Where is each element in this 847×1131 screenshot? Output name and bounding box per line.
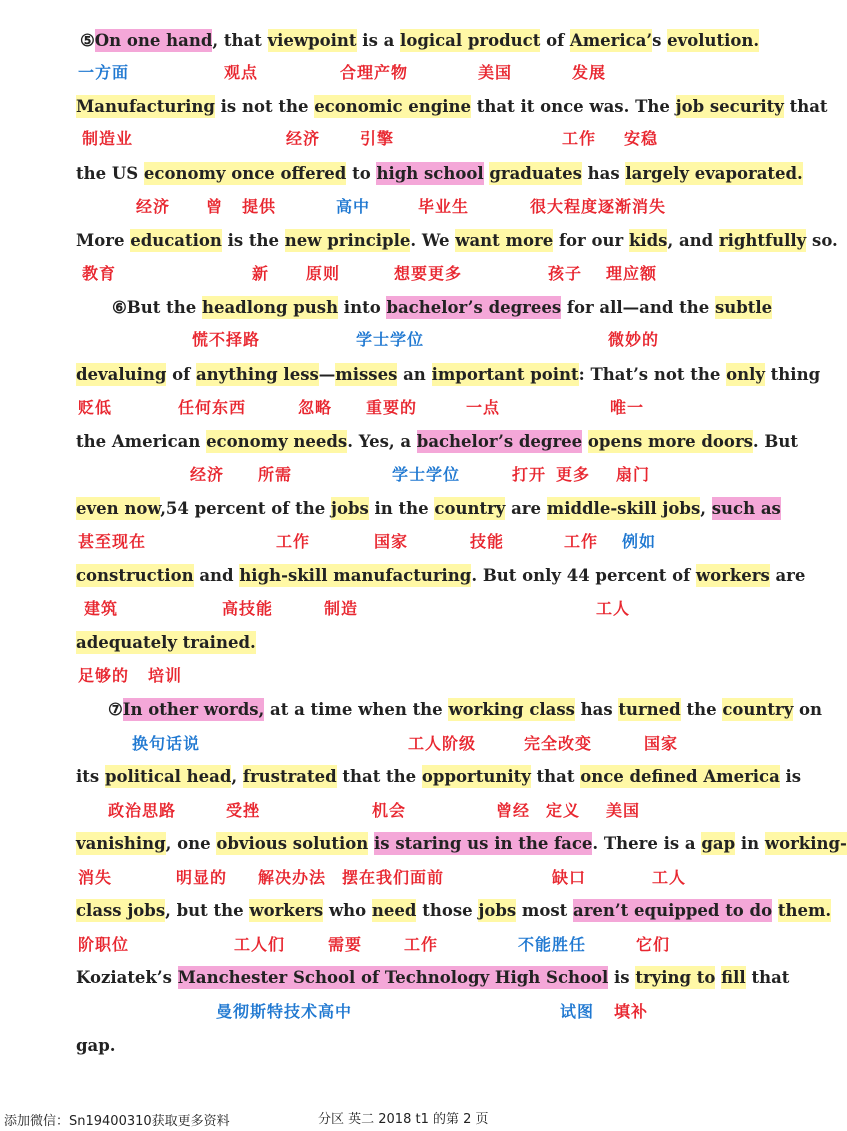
annotation-row: [0, 263, 800, 285]
handwritten-translation: 所需: [258, 465, 293, 484]
text-run: of: [166, 365, 196, 384]
text-run: into: [338, 298, 387, 317]
handwritten-translation: 扇门: [616, 465, 651, 484]
handwritten-translation: 新: [252, 264, 270, 283]
text-run: is the: [221, 231, 285, 250]
annotation-row: [0, 531, 800, 553]
highlighted-phrase: country: [722, 700, 794, 719]
handwritten-translation: 它们: [636, 935, 671, 954]
annotation-row: [0, 665, 800, 687]
handwritten-translation: 一方面: [78, 63, 130, 82]
highlighted-phrase: rightfully: [718, 231, 807, 250]
highlighted-phrase: such as: [711, 499, 781, 518]
handwritten-translation: 制造: [324, 599, 359, 618]
text-run: s: [652, 31, 668, 50]
handwritten-translation: 发展: [572, 63, 607, 82]
text-run: . But: [752, 432, 798, 451]
handwritten-translation: 教育: [82, 264, 117, 283]
handwritten-translation: 政治思路: [108, 801, 177, 820]
passage-line: [76, 561, 805, 591]
highlighted-phrase: viewpoint: [267, 31, 357, 50]
text-run: in the: [368, 499, 435, 518]
handwritten-translation: 摆在我们面前: [342, 868, 445, 887]
text-run: , and: [667, 231, 719, 250]
text-run: ⑦: [108, 700, 123, 719]
text-run: . But only 44 percent of: [471, 566, 696, 585]
highlighted-phrase: adequately trained.: [76, 633, 256, 652]
passage-line: [76, 829, 847, 859]
passage-line: [112, 293, 772, 323]
handwritten-translation: 安稳: [624, 129, 659, 148]
handwritten-translation: 制造业: [82, 129, 134, 148]
handwritten-translation: 甚至现在: [78, 532, 147, 551]
handwritten-translation: 学士学位: [392, 465, 461, 484]
highlighted-phrase: jobs: [478, 901, 517, 920]
highlighted-phrase: Manchester School of Technology High School: [177, 968, 609, 987]
text-run: is a: [356, 31, 401, 50]
handwritten-translation: 原则: [306, 264, 341, 283]
highlighted-phrase: graduates: [489, 164, 582, 183]
highlighted-phrase: high-skill manufacturing: [239, 566, 472, 585]
highlighted-phrase: economic engine: [314, 97, 472, 116]
highlighted-phrase: economy once offered: [143, 164, 347, 183]
handwritten-translation: 很大程度逐渐消失: [530, 197, 667, 216]
text-run: that it once was. The: [471, 97, 676, 116]
handwritten-translation: 定义: [546, 801, 581, 820]
text-run: the US: [76, 164, 144, 183]
handwritten-translation: 美国: [478, 63, 513, 82]
highlighted-phrase: once defined America: [580, 767, 780, 786]
highlighted-phrase: Manufacturing: [76, 97, 215, 116]
handwritten-translation: 缺口: [552, 868, 587, 887]
annotation-row: [0, 329, 800, 351]
highlighted-phrase: jobs: [330, 499, 369, 518]
handwritten-translation: 唯一: [610, 398, 645, 417]
highlighted-phrase: turned: [618, 700, 681, 719]
text-run: , that: [212, 31, 268, 50]
text-run: thing: [764, 365, 821, 384]
text-run: that: [530, 767, 581, 786]
handwritten-translation: 孩子: [548, 264, 583, 283]
handwritten-translation: 忽略: [298, 398, 333, 417]
highlighted-phrase: anything less: [195, 365, 319, 384]
highlighted-phrase: opportunity: [421, 767, 531, 786]
handwritten-translation: 机会: [372, 801, 407, 820]
handwritten-translation: 消失: [78, 868, 113, 887]
text-run: so.: [806, 231, 838, 250]
footer-wechat-note: 添加微信：Sn19400310获取更多资料: [4, 1114, 230, 1129]
text-run: , but the: [165, 901, 250, 920]
highlighted-phrase: class jobs: [76, 901, 166, 920]
handwritten-translation: 微妙的: [608, 330, 660, 349]
highlighted-phrase: new principle: [284, 231, 411, 250]
text-run: those: [416, 901, 479, 920]
highlighted-phrase: working-: [764, 834, 847, 853]
text-run: in: [735, 834, 765, 853]
text-run: are: [505, 499, 547, 518]
handwritten-translation: 受挫: [226, 801, 261, 820]
highlighted-phrase: high school: [376, 164, 484, 183]
handwritten-translation: 观点: [224, 63, 259, 82]
passage-line: [76, 963, 789, 993]
passage-line: [76, 494, 781, 524]
handwritten-translation: 高中: [336, 197, 371, 216]
handwritten-translation: 经济: [136, 197, 171, 216]
handwritten-translation: 需要: [328, 935, 363, 954]
handwritten-translation: 美国: [606, 801, 641, 820]
handwritten-translation: 工人: [652, 868, 687, 887]
highlighted-phrase: fill: [721, 968, 746, 987]
handwritten-translation: 引擎: [360, 129, 395, 148]
highlighted-phrase: only: [726, 365, 765, 384]
highlighted-phrase: workers: [695, 566, 770, 585]
text-run: for our: [553, 231, 629, 250]
annotation-row: [0, 598, 800, 620]
annotation-row: [0, 128, 800, 150]
handwritten-translation: 换句话说: [132, 734, 201, 753]
highlighted-phrase: job security: [675, 97, 784, 116]
highlighted-phrase: subtle: [714, 298, 773, 317]
handwritten-translation: 贬低: [78, 398, 113, 417]
handwritten-translation: 毕业生: [418, 197, 470, 216]
highlighted-phrase: gap: [701, 834, 736, 853]
highlighted-phrase: logical product: [400, 31, 541, 50]
text-run: has: [581, 164, 626, 183]
handwritten-translation: 更多: [556, 465, 591, 484]
handwritten-translation: 曼彻斯特技术高中: [216, 1002, 353, 1021]
handwritten-translation: 填补: [614, 1002, 649, 1021]
text-run: and: [193, 566, 240, 585]
passage-line: [76, 360, 820, 390]
text-run: is not the: [214, 97, 315, 116]
passage-line: [76, 427, 798, 457]
handwritten-translation: 不能胜任: [518, 935, 587, 954]
text-run: that: [783, 97, 828, 116]
text-run: , one: [165, 834, 217, 853]
highlighted-phrase: working class: [448, 700, 575, 719]
annotation-row: [0, 464, 800, 486]
handwritten-translation: 想要更多: [394, 264, 463, 283]
passage-line: [76, 92, 828, 122]
passage-line: [76, 762, 801, 792]
handwritten-translation: 试图: [560, 1002, 595, 1021]
highlighted-phrase: frustrated: [242, 767, 337, 786]
highlighted-phrase: bachelor’s degrees: [386, 298, 562, 317]
text-run: that: [745, 968, 790, 987]
text-run: are: [769, 566, 806, 585]
handwritten-translation: 足够的: [78, 666, 130, 685]
text-run: at a time when the: [264, 700, 449, 719]
handwritten-translation: 工作: [276, 532, 311, 551]
text-run: ,: [700, 499, 712, 518]
handwritten-translation: 重要的: [366, 398, 418, 417]
footer-page-label: 分区 英二 2018 t1 的第 2 页: [318, 1112, 489, 1127]
text-run: ⑤: [80, 31, 95, 50]
text-run: has: [574, 700, 619, 719]
annotation-row: [0, 733, 800, 755]
text-run: to: [346, 164, 377, 183]
highlighted-phrase: devaluing: [76, 365, 167, 384]
highlighted-phrase: On one hand: [94, 31, 213, 50]
passage-line: [80, 26, 759, 56]
passage-line: [76, 226, 838, 256]
highlighted-phrase: kids: [628, 231, 668, 250]
highlighted-phrase: construction: [76, 566, 194, 585]
text-run: who: [323, 901, 372, 920]
highlighted-phrase: headlong push: [201, 298, 339, 317]
handwritten-translation: 合理产物: [340, 63, 409, 82]
handwritten-translation: 例如: [622, 532, 657, 551]
text-run: gap.: [76, 1036, 116, 1055]
passage-line: [76, 628, 256, 658]
handwritten-translation: 经济: [286, 129, 321, 148]
handwritten-translation: 国家: [374, 532, 409, 551]
handwritten-translation: 任何东西: [178, 398, 247, 417]
text-run: its: [76, 767, 105, 786]
highlighted-phrase: political head: [104, 767, 232, 786]
annotation-row: [0, 800, 800, 822]
text-run: is: [608, 968, 636, 987]
highlighted-phrase: middle-skill jobs: [546, 499, 701, 518]
highlighted-phrase: misses: [335, 365, 398, 384]
highlighted-phrase: economy needs: [206, 432, 348, 451]
highlighted-phrase: largely evaporated.: [625, 164, 803, 183]
handwritten-translation: 曾: [206, 197, 224, 216]
text-run: ⑥But the: [112, 298, 202, 317]
highlighted-phrase: vanishing: [76, 834, 166, 853]
handwritten-translation: 建筑: [84, 599, 119, 618]
annotation-row: [0, 867, 800, 889]
highlighted-phrase: them.: [777, 901, 832, 920]
text-run: an: [397, 365, 432, 384]
annotation-row: [0, 397, 800, 419]
annotation-row: [0, 62, 800, 84]
text-run: . There is a: [592, 834, 702, 853]
text-run: the American: [76, 432, 207, 451]
highlighted-phrase: education: [130, 231, 222, 250]
text-run: is: [779, 767, 802, 786]
handwritten-translation: 国家: [644, 734, 679, 753]
annotation-row: [0, 196, 800, 218]
handwritten-translation: 曾经: [496, 801, 531, 820]
handwritten-translation: 慌不择路: [192, 330, 261, 349]
highlighted-phrase: America’: [569, 31, 653, 50]
text-run: ,: [231, 767, 243, 786]
handwritten-translation: 工人们: [234, 935, 286, 954]
highlighted-phrase: obvious solution: [216, 834, 369, 853]
passage-line: [76, 159, 803, 189]
text-run: most: [516, 901, 574, 920]
handwritten-translation: 一点: [466, 398, 501, 417]
passage-line: [76, 1031, 116, 1061]
text-run: of: [540, 31, 570, 50]
highlighted-phrase: country: [434, 499, 506, 518]
text-run: More: [76, 231, 131, 250]
annotation-row: [0, 934, 800, 956]
highlighted-phrase: workers: [249, 901, 324, 920]
handwritten-translation: 技能: [470, 532, 505, 551]
highlighted-phrase: is staring us in the face: [374, 834, 593, 853]
highlighted-phrase: trying to: [635, 968, 716, 987]
highlighted-phrase: bachelor’s degree: [416, 432, 583, 451]
highlighted-phrase: In other words,: [122, 700, 265, 719]
handwritten-translation: 明显的: [176, 868, 228, 887]
passage-line: [108, 695, 822, 725]
handwritten-translation: 提供: [242, 197, 277, 216]
handwritten-translation: 工人阶级: [408, 734, 477, 753]
handwritten-translation: 工人: [596, 599, 631, 618]
highlighted-phrase: important point: [431, 365, 579, 384]
highlighted-phrase: aren’t equipped to do: [573, 901, 773, 920]
text-run: for all—and the: [561, 298, 715, 317]
text-run: . We: [410, 231, 456, 250]
text-run: ,54 percent of the: [160, 499, 331, 518]
highlighted-phrase: evolution.: [667, 31, 760, 50]
handwritten-translation: 阶职位: [78, 935, 130, 954]
handwritten-translation: 打开: [512, 465, 547, 484]
handwritten-translation: 工作: [564, 532, 599, 551]
highlighted-phrase: need: [371, 901, 417, 920]
handwritten-translation: 工作: [562, 129, 597, 148]
handwritten-translation: 完全改变: [524, 734, 593, 753]
annotation-row: [0, 1001, 800, 1023]
highlighted-phrase: even now: [76, 499, 161, 518]
highlighted-phrase: opens more doors: [587, 432, 753, 451]
text-run: that the: [336, 767, 422, 786]
text-run: [772, 901, 778, 920]
handwritten-translation: 解决办法: [258, 868, 327, 887]
text-run: on: [793, 700, 823, 719]
text-run: Koziatek’s: [76, 968, 178, 987]
text-run: : That’s not the: [578, 365, 727, 384]
text-run: . Yes, a: [347, 432, 417, 451]
handwritten-translation: 学士学位: [356, 330, 425, 349]
handwritten-translation: 理应额: [606, 264, 658, 283]
text-run: —: [318, 365, 336, 384]
handwritten-translation: 工作: [404, 935, 439, 954]
text-run: the: [680, 700, 723, 719]
handwritten-translation: 高技能: [222, 599, 274, 618]
passage-line: [76, 896, 831, 926]
handwritten-translation: 培训: [148, 666, 183, 685]
highlighted-phrase: want more: [455, 231, 554, 250]
handwritten-translation: 经济: [190, 465, 225, 484]
